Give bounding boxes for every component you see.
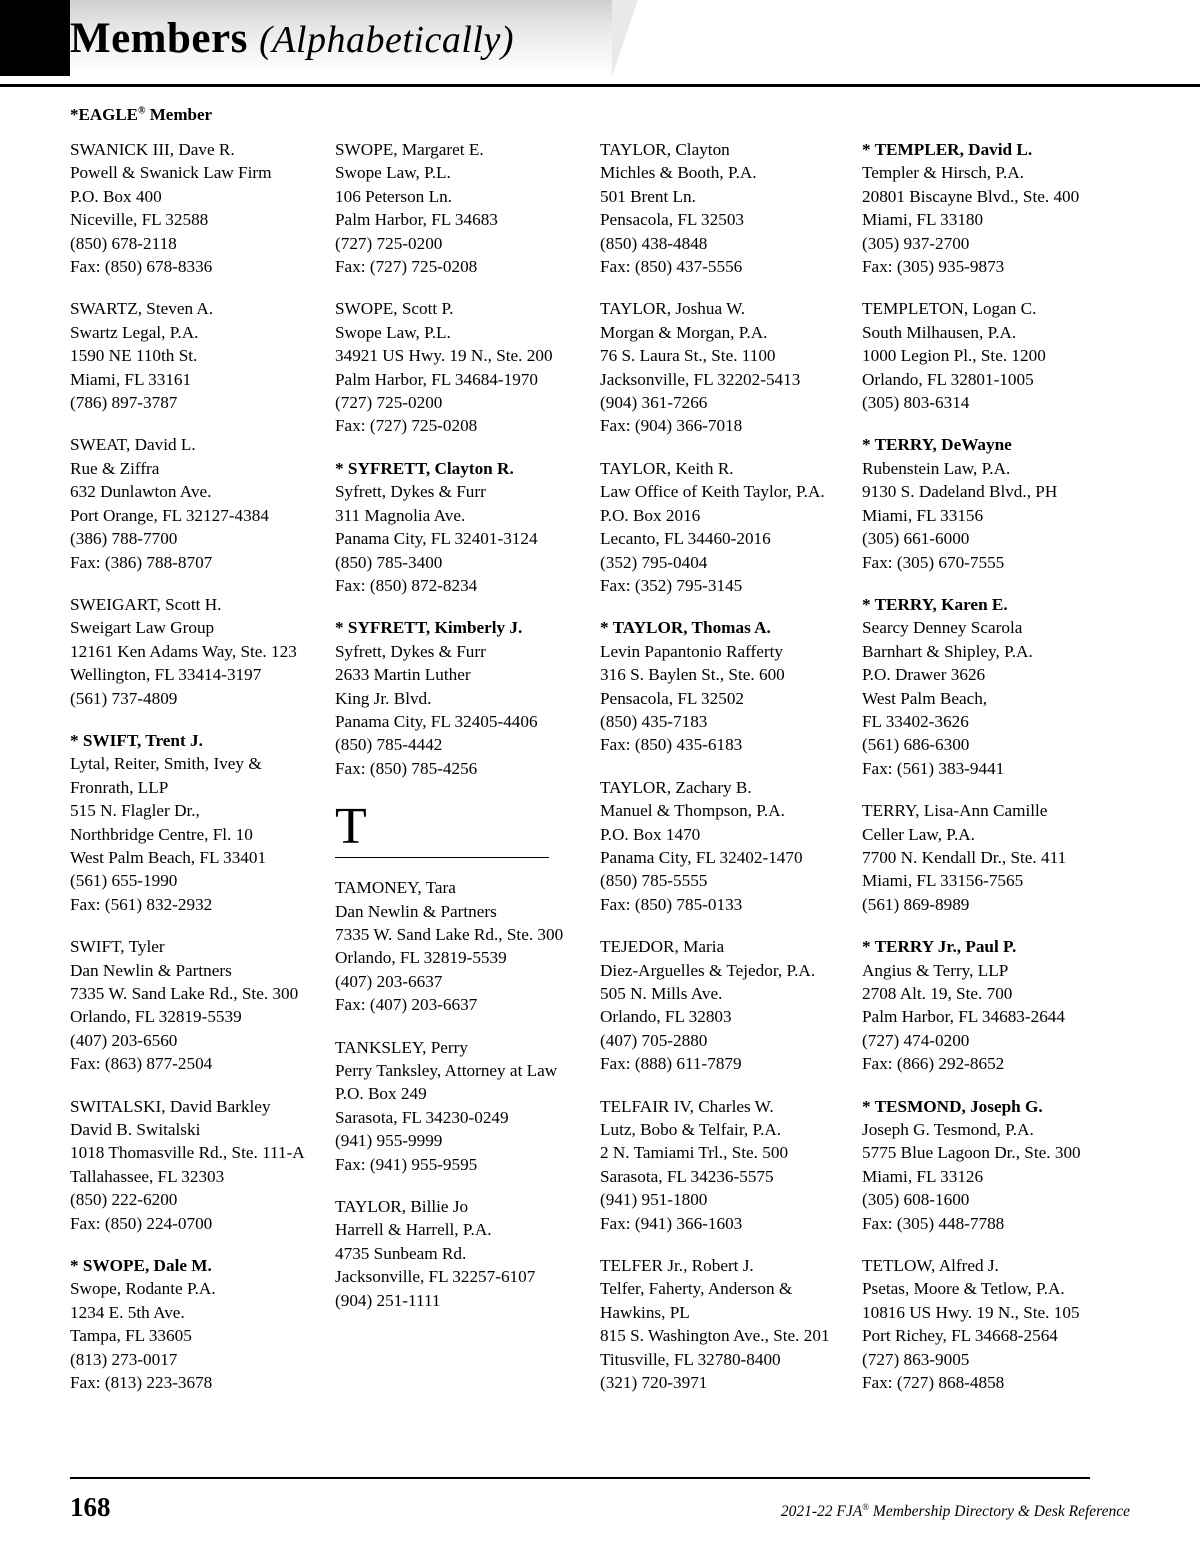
member-detail-line: South Milhausen, P.A. [862,322,1017,342]
member-detail-line: (561) 737-4809 [70,688,178,708]
member-entry [335,616,584,780]
member-entry [70,935,319,1075]
member-detail-line: Sarasota, FL 34230-0249 [335,1107,509,1127]
member-detail-line: Law Office of Keith Taylor, P.A. [600,482,825,502]
member-name: SWIFT, Tyler [70,937,165,957]
member-detail-line: Fax: (850) 678-8336 [70,257,213,277]
members-column-2 [335,138,600,1414]
section-letter-rule [335,857,549,858]
member-detail-line: P.O. Box 2016 [600,505,701,525]
member-detail-line: Swope, Rodante P.A. [70,1279,216,1299]
member-entry [862,935,1111,1075]
member-name: SWOPE, Scott P. [335,299,454,319]
member-name: * TERRY, DeWayne [862,435,1012,455]
member-detail-line: Tampa, FL 33605 [70,1326,192,1346]
member-detail-line: Michles & Booth, P.A. [600,163,757,183]
member-detail-line: (941) 951-1800 [600,1190,708,1210]
member-name: * TEMPLER, David L. [862,140,1033,159]
member-entry [600,297,846,437]
member-detail-line: Lytal, Reiter, Smith, Ivey & [70,754,262,774]
member-detail-line: Fax: (727) 868-4858 [862,1373,1005,1393]
member-detail-line: 5775 Blue Lagoon Dr., Ste. 300 [862,1143,1081,1163]
member-detail-line: Jacksonville, FL 32202-5413 [600,369,801,389]
member-detail-line: Panama City, FL 32401-3124 [335,529,538,549]
members-column-1 [70,138,335,1414]
member-name: TAYLOR, Zachary B. [600,777,752,797]
member-detail-line: Barnhart & Shipley, P.A. [862,641,1033,661]
member-detail-line: (727) 725-0200 [335,233,443,253]
member-detail-line: P.O. Box 1470 [600,824,701,844]
member-detail-line: Panama City, FL 32405-4406 [335,711,538,731]
member-detail-line: (407) 203-6560 [70,1030,178,1050]
member-entry [600,457,846,597]
header-divider [0,84,1200,87]
member-detail-line: 1590 NE 110th St. [70,346,198,366]
member-detail-line: Levin Papantonio Rafferty [600,641,783,661]
member-detail-line: 311 Magnolia Ave. [335,505,466,525]
member-detail-line: Lutz, Bobo & Telfair, P.A. [600,1120,782,1140]
member-entry [335,138,584,278]
member-detail-line: Fax: (850) 785-4256 [335,758,478,778]
member-detail-line: Palm Harbor, FL 34684-1970 [335,369,538,389]
member-detail-line: (727) 725-0200 [335,393,443,413]
member-detail-line: 1234 E. 5th Ave. [70,1302,185,1322]
member-detail-line: Port Orange, FL 32127-4384 [70,505,269,525]
member-name: TEMPLETON, Logan C. [862,299,1037,319]
member-detail-line: Fax: (561) 832-2932 [70,894,213,914]
eagle-legend-text: *EAGLE® Member [70,105,213,124]
member-detail-line: Fax: (850) 437-5556 [600,257,743,277]
member-detail-line: Fax: (888) 611-7879 [600,1054,742,1074]
page-header [0,0,1200,86]
member-detail-line: 515 N. Flagler Dr., [70,801,200,821]
member-entry [600,1254,846,1394]
member-detail-line: (386) 788-7700 [70,529,178,549]
member-detail-line: (850) 678-2118 [70,233,177,253]
footer-reference: 2021-22 FJA® Membership Directory & Desk Reference [780,1502,1130,1521]
member-detail-line: Templer & Hirsch, P.A. [862,163,1025,183]
member-detail-line: West Palm Beach, [862,688,988,708]
member-detail-line: (786) 897-3787 [70,393,178,413]
member-detail-line: FL 33402-3626 [862,711,969,731]
member-detail-line: Fax: (305) 448-7788 [862,1213,1005,1233]
member-detail-line: Morgan & Morgan, P.A. [600,322,768,342]
member-detail-line: Fax: (386) 788-8707 [70,552,213,572]
member-detail-line: Searcy Denney Scarola [862,618,1023,638]
member-detail-line: West Palm Beach, FL 33401 [70,847,267,867]
member-detail-line: Perry Tanksley, Attorney at Law [335,1061,558,1080]
member-detail-line: King Jr. Blvd. [335,688,432,708]
member-detail-line: 2633 Martin Luther [335,665,471,685]
member-detail-line: (813) 273-0017 [70,1349,178,1369]
member-detail-line: Palm Harbor, FL 34683-2644 [862,1007,1065,1027]
member-detail-line: Palm Harbor, FL 34683 [335,210,498,230]
member-detail-line: Tallahassee, FL 32303 [70,1166,225,1186]
member-detail-line: Angius & Terry, LLP [862,960,1009,980]
member-detail-line: 9130 S. Dadeland Blvd., PH [862,482,1058,502]
member-detail-line: Swope Law, P.L. [335,322,451,342]
member-entry [862,1095,1111,1235]
member-detail-line: (904) 251-1111 [335,1290,441,1310]
member-detail-line: 7335 W. Sand Lake Rd., Ste. 300 [335,924,564,944]
member-detail-line: Jacksonville, FL 32257-6107 [335,1267,536,1287]
member-detail-line: Fax: (305) 670-7555 [862,552,1005,572]
page-number: 168 [70,1492,111,1522]
member-name: TAYLOR, Clayton [600,140,730,159]
member-detail-line: Northbridge Centre, Fl. 10 [70,824,253,844]
member-name: SWITALSKI, David Barkley [70,1096,271,1116]
member-detail-line: Fax: (352) 795-3145 [600,575,743,595]
member-detail-line: Orlando, FL 32803 [600,1007,732,1027]
member-detail-line: Wellington, FL 33414-3197 [70,665,262,685]
member-name: SWOPE, Margaret E. [335,140,484,159]
member-detail-line: (850) 222-6200 [70,1190,178,1210]
member-detail-line: 12161 Ken Adams Way, Ste. 123 [70,641,297,661]
member-detail-line: (407) 705-2880 [600,1030,708,1050]
member-entry [335,297,584,437]
member-entry [70,593,319,710]
member-detail-line: 505 N. Mills Ave. [600,984,723,1003]
member-name: TAYLOR, Billie Jo [335,1197,469,1217]
member-detail-line: Dan Newlin & Partners [70,960,232,980]
member-name: TANKSLEY, Perry [335,1037,468,1057]
member-name: * TESMOND, Joseph G. [862,1096,1043,1116]
member-entry [600,935,846,1075]
member-detail-line: Fax: (305) 935-9873 [862,257,1005,277]
member-detail-line: Sweigart Law Group [70,618,215,638]
member-entry [862,297,1111,414]
member-detail-line: Miami, FL 33156-7565 [862,871,1024,891]
member-entry [335,1195,584,1312]
member-detail-line: Fax: (407) 203-6637 [335,995,478,1015]
member-detail-line: (727) 863-9005 [862,1349,970,1369]
member-detail-line: Orlando, FL 32819-5539 [335,948,507,968]
member-detail-line: Swartz Legal, P.A. [70,322,199,342]
member-entry [70,138,319,278]
member-detail-line: (321) 720-3971 [600,1373,708,1393]
member-detail-line: Lecanto, FL 34460-2016 [600,529,771,549]
member-detail-line: Fax: (941) 366-1603 [600,1213,743,1233]
member-name: TAYLOR, Keith R. [600,458,734,478]
member-detail-line: Fax: (863) 877-2504 [70,1054,213,1074]
member-detail-line: Fax: (813) 223-3678 [70,1373,213,1393]
member-entry [862,433,1111,573]
page-title [70,14,514,63]
member-detail-line: Psetas, Moore & Tetlow, P.A. [862,1279,1065,1299]
member-name: * SWIFT, Trent J. [70,730,203,750]
member-entry [70,1254,319,1394]
footer-divider [70,1477,1090,1479]
member-name: TEJEDOR, Maria [600,937,725,957]
member-detail-line: Titusville, FL 32780-8400 [600,1349,781,1369]
member-detail-line: 10816 US Hwy. 19 N., Ste. 105 [862,1302,1080,1322]
member-entry [862,593,1111,780]
member-detail-line: (904) 361-7266 [600,393,708,413]
member-detail-line: Syfrett, Dykes & Furr [335,641,486,661]
member-detail-line: 1000 Legion Pl., Ste. 1200 [862,346,1046,366]
member-detail-line: Fax: (850) 785-0133 [600,894,743,914]
member-detail-line: Powell & Swanick Law Firm [70,163,272,183]
member-detail-line: (561) 686-6300 [862,735,970,755]
member-detail-line: 501 Brent Ln. [600,186,696,206]
member-entry [600,776,846,916]
member-detail-line: Manuel & Thompson, P.A. [600,801,785,821]
member-name: SWEAT, David L. [70,435,196,455]
member-detail-line: (727) 474-0200 [862,1030,970,1050]
member-entry [70,729,319,916]
member-detail-line: Miami, FL 33161 [70,369,192,389]
member-detail-line: Harrell & Harrell, P.A. [335,1220,492,1240]
member-detail-line: (561) 655-1990 [70,871,178,891]
member-detail-line: Joseph G. Tesmond, P.A. [862,1120,1034,1140]
member-detail-line: (305) 803-6314 [862,393,970,413]
member-detail-line: (407) 203-6637 [335,971,443,991]
header-black-block [0,0,70,76]
page-title-bold: Members [70,15,248,62]
member-detail-line: Fax: (941) 955-9595 [335,1154,478,1174]
member-detail-line: Fax: (866) 292-8652 [862,1054,1005,1074]
member-detail-line: (561) 869-8989 [862,894,970,914]
member-entry [70,1095,319,1235]
member-detail-line: Fax: (561) 383-9441 [862,758,1005,778]
member-detail-line: Telfer, Faherty, Anderson & [600,1279,793,1299]
member-detail-line: Rubenstein Law, P.A. [862,458,1011,478]
member-entry [70,433,319,573]
member-detail-line: Celler Law, P.A. [862,824,975,844]
member-name: * SWOPE, Dale M. [70,1256,212,1276]
members-column-4 [862,138,1127,1414]
member-detail-line: Fax: (904) 366-7018 [600,416,743,436]
member-detail-line: Panama City, FL 32402-1470 [600,847,803,867]
member-detail-line: Port Richey, FL 34668-2564 [862,1326,1058,1346]
member-name: TERRY, Lisa-Ann Camille [862,801,1048,821]
member-detail-line: Fax: (850) 872-8234 [335,575,478,595]
member-detail-line: Dan Newlin & Partners [335,901,497,921]
member-entry [862,799,1111,916]
member-detail-line: (305) 661-6000 [862,529,970,549]
member-entry [335,876,584,1016]
member-detail-line: Miami, FL 33126 [862,1166,984,1186]
member-detail-line: 34921 US Hwy. 19 N., Ste. 200 [335,346,553,366]
member-entry [335,1036,584,1176]
member-detail-line: Orlando, FL 32801-1005 [862,369,1034,389]
member-detail-line: Hawkins, PL [600,1302,690,1322]
member-detail-line: Sarasota, FL 34236-5575 [600,1166,774,1186]
member-name: TAMONEY, Tara [335,878,456,898]
member-detail-line: Pensacola, FL 32502 [600,688,745,708]
member-detail-line: P.O. Box 400 [70,186,162,206]
member-detail-line: (305) 937-2700 [862,233,970,253]
member-detail-line: (850) 785-3400 [335,552,443,572]
member-name: SWEIGART, Scott H. [70,594,222,614]
member-detail-line: (850) 435-7183 [600,711,708,731]
member-detail-line: (850) 438-4848 [600,233,708,253]
section-letter-heading: T [335,798,367,856]
member-entry [600,616,846,756]
member-detail-line: 316 S. Baylen St., Ste. 600 [600,665,785,685]
member-detail-line: 2 N. Tamiami Trl., Ste. 500 [600,1143,789,1163]
members-column-3 [600,138,862,1414]
member-detail-line: (850) 785-4442 [335,735,443,755]
member-detail-line: Fax: (850) 224-0700 [70,1213,213,1233]
member-detail-line: Diez-Arguelles & Tejedor, P.A. [600,960,816,980]
member-detail-line: (941) 955-9999 [335,1131,443,1151]
member-detail-line: Fax: (850) 435-6183 [600,735,743,755]
member-detail-line: 106 Peterson Ln. [335,186,452,206]
member-name: TELFER Jr., Robert J. [600,1256,754,1276]
page-title-italic: (Alphabetically) [259,19,514,61]
member-detail-line: Pensacola, FL 32503 [600,210,745,230]
member-detail-line: Niceville, FL 32588 [70,210,209,230]
member-name: TELFAIR IV, Charles W. [600,1096,774,1116]
member-detail-line: P.O. Drawer 3626 [862,665,986,685]
member-entry [335,457,584,597]
member-detail-line: 4735 Sunbeam Rd. [335,1243,467,1263]
member-detail-line: Miami, FL 33156 [862,505,984,525]
member-detail-line: 815 S. Washington Ave., Ste. 201 [600,1326,830,1346]
members-columns [70,138,1130,1414]
member-entry [862,138,1111,278]
member-detail-line: 7335 W. Sand Lake Rd., Ste. 300 [70,984,299,1003]
member-detail-line: Miami, FL 33180 [862,210,984,230]
member-detail-line: Rue & Ziffra [70,458,160,478]
member-detail-line: Fax: (727) 725-0208 [335,416,478,436]
member-detail-line: Syfrett, Dykes & Furr [335,482,486,502]
member-detail-line: Orlando, FL 32819-5539 [70,1007,242,1027]
member-entry [600,1095,846,1235]
member-name: * TERRY Jr., Paul P. [862,937,1017,957]
member-detail-line: P.O. Box 249 [335,1084,427,1104]
member-detail-line: David B. Switalski [70,1120,201,1140]
member-detail-line: 2708 Alt. 19, Ste. 700 [862,984,1013,1003]
member-detail-line: 76 S. Laura St., Ste. 1100 [600,346,776,366]
member-name: * TERRY, Karen E. [862,594,1008,614]
member-name: SWANICK III, Dave R. [70,140,235,159]
member-detail-line: 632 Dunlawton Ave. [70,482,212,502]
member-detail-line: (352) 795-0404 [600,552,708,572]
member-name: SWARTZ, Steven A. [70,299,214,319]
member-name: * SYFRETT, Clayton R. [335,458,514,478]
member-name: TETLOW, Alfred J. [862,1256,999,1276]
member-detail-line: Swope Law, P.L. [335,163,451,183]
member-detail-line: 20801 Biscayne Blvd., Ste. 400 [862,186,1080,206]
eagle-member-legend [70,105,212,125]
member-detail-line: (850) 785-5555 [600,871,708,891]
member-detail-line: (305) 608-1600 [862,1190,970,1210]
member-detail-line: 7700 N. Kendall Dr., Ste. 411 [862,847,1067,867]
member-detail-line: Fax: (727) 725-0208 [335,257,478,277]
member-detail-line: Fronrath, LLP [70,777,169,797]
member-entry [600,138,846,278]
member-entry [70,297,319,414]
member-name: * SYFRETT, Kimberly J. [335,618,523,638]
member-name: TAYLOR, Joshua W. [600,299,746,319]
member-entry [862,1254,1111,1394]
member-name: * TAYLOR, Thomas A. [600,618,771,638]
member-detail-line: 1018 Thomasville Rd., Ste. 111-A [70,1143,305,1163]
